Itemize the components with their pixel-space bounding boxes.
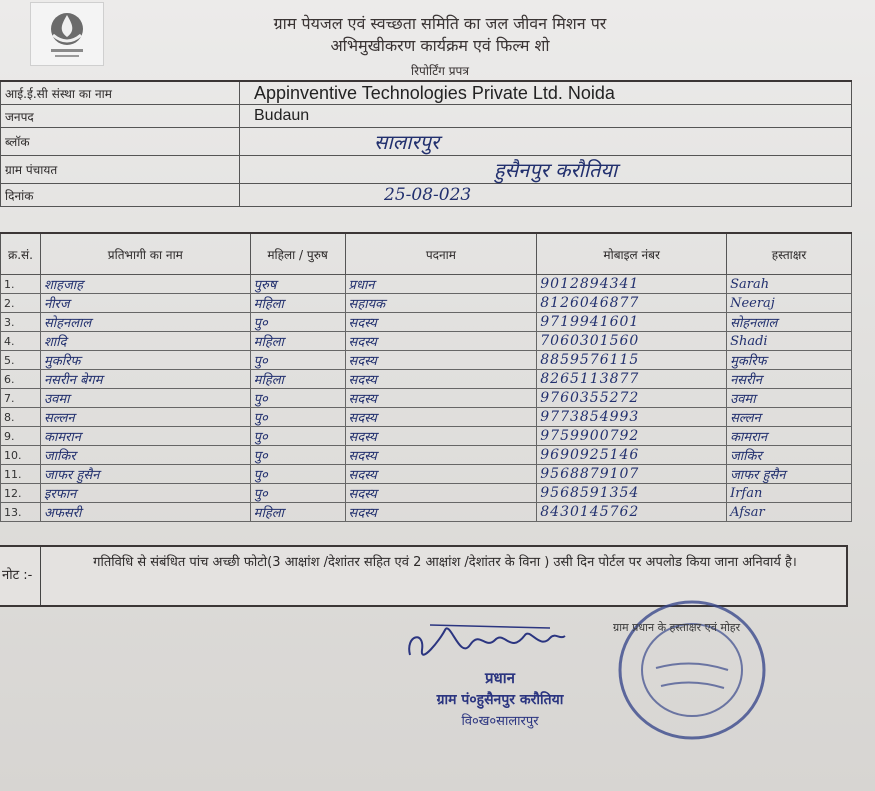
post-cell: सदस्य: [345, 446, 537, 465]
name-cell: नसरीन बेगम: [40, 370, 250, 389]
name-cell: उवमा: [40, 389, 250, 408]
name-cell: जाफर हुसैन: [40, 465, 250, 484]
col-header-signature: हस्ताक्षर: [727, 233, 852, 275]
district-value: Budaun: [240, 105, 852, 128]
table-row: [1, 389, 852, 408]
serial-cell: 4.: [1, 332, 41, 351]
gender-cell: महिला: [250, 332, 345, 351]
signature-panchayat: ग्राम पं०हुसैनपुर करौतिया: [436, 692, 564, 708]
name-cell: कामरान: [40, 427, 250, 446]
serial-cell: 12.: [1, 484, 41, 503]
col-header-post: पदनाम: [345, 233, 537, 275]
post-cell: सदस्य: [345, 408, 537, 427]
mobile-cell: 9012894341: [537, 275, 727, 294]
table-row: [1, 484, 852, 503]
table-row: [1, 408, 852, 427]
name-cell: शादि: [40, 332, 250, 351]
info-label: जनपद: [1, 105, 240, 128]
gender-cell: पु०: [250, 465, 345, 484]
gender-cell: पु०: [250, 351, 345, 370]
signature-cell: Irfan: [727, 484, 852, 503]
name-cell: इरफान: [40, 484, 250, 503]
panchayat-cell: [240, 156, 852, 184]
note-text: गतिविधि से संबंधित पांच अच्छी फोटो(3 आक्षांश /देशांतर सहित एवं 2 आक्षांश /देशांतर के विना ) उसी दिन पोर्टल पर अपलोड किया जाना अनिवार्य है।: [93, 555, 797, 570]
post-cell: सदस्य: [345, 503, 537, 522]
mobile-cell: 9773854993: [537, 408, 727, 427]
signature-cell: जाफर हुसैन: [727, 465, 852, 484]
col-header-gender: महिला / पुरुष: [250, 233, 345, 275]
table-row: [1, 275, 852, 294]
serial-cell: 6.: [1, 370, 41, 389]
mobile-cell: 9568879107: [537, 465, 727, 484]
gender-cell: पु०: [250, 427, 345, 446]
signature-cell: Neeraj: [727, 294, 852, 313]
participants-table: [0, 232, 852, 522]
col-header-mobile: मोबाइल नंबर: [537, 233, 727, 275]
mobile-cell: 7060301560: [537, 332, 727, 351]
mobile-cell: 8126046877: [537, 294, 727, 313]
mobile-cell: 8859576115: [537, 351, 727, 370]
name-cell: मुकरिफ: [40, 351, 250, 370]
gender-cell: पुरुष: [250, 275, 345, 294]
post-cell: सदस्य: [345, 389, 537, 408]
note-label: नोट :-: [2, 568, 33, 583]
mobile-cell: 9568591354: [537, 484, 727, 503]
form-subtitle: रिपोर्टिंग प्रपत्र: [411, 64, 469, 78]
post-cell: सदस्य: [345, 427, 537, 446]
signature-cell: मुकरिफ: [727, 351, 852, 370]
signature-cell: Afsar: [727, 503, 852, 522]
info-row-panchayat: [1, 156, 852, 184]
table-row: [1, 351, 852, 370]
signature-cell: उवमा: [727, 389, 852, 408]
mobile-cell: 9759900792: [537, 427, 727, 446]
table-row: [1, 446, 852, 465]
organisation-info-table: [0, 80, 852, 207]
signature-cell: सल्लन: [727, 408, 852, 427]
signature-cell: नसरीन: [727, 370, 852, 389]
gender-cell: महिला: [250, 503, 345, 522]
gender-cell: पु०: [250, 408, 345, 427]
post-cell: सदस्य: [345, 332, 537, 351]
post-cell: प्रधान: [345, 275, 537, 294]
serial-cell: 2.: [1, 294, 41, 313]
mobile-cell: 9690925146: [537, 446, 727, 465]
table-row: [1, 503, 852, 522]
name-cell: नीरज: [40, 294, 250, 313]
signature-cell: सोहनलाल: [727, 313, 852, 332]
serial-cell: 1.: [1, 275, 41, 294]
mobile-cell: 9760355272: [537, 389, 727, 408]
table-row: [1, 294, 852, 313]
signature-cell: Shadi: [727, 332, 852, 351]
jal-jeevan-mission-logo: [30, 2, 104, 66]
gender-cell: पु०: [250, 389, 345, 408]
signature-block-name: वि०ख०सालारपुर: [461, 714, 539, 729]
signature-cell: Sarah: [727, 275, 852, 294]
block-value: सालारपुर: [374, 130, 440, 154]
panchayat-value: हुसैनपुर करौतिया: [494, 158, 618, 182]
handwritten-signature: [400, 610, 570, 670]
gender-cell: पु०: [250, 313, 345, 332]
info-row-organisation: [1, 81, 852, 105]
signature-designation: प्रधान: [485, 669, 515, 687]
table-row: [1, 465, 852, 484]
form-title-line-2: अभिमुखीकरण कार्यक्रम एवं फिल्म शो: [330, 36, 550, 55]
note-divider: [40, 547, 41, 605]
name-cell: शाहजाह: [40, 275, 250, 294]
form-title-line-1: ग्राम पेयजल एवं स्वच्छता समिति का जल जीवन मिशन पर: [273, 14, 607, 33]
info-row-block: [1, 128, 852, 156]
post-cell: सदस्य: [345, 313, 537, 332]
col-header-name: प्रतिभागी का नाम: [40, 233, 250, 275]
post-cell: सदस्य: [345, 370, 537, 389]
serial-cell: 8.: [1, 408, 41, 427]
info-label: ग्राम पंचायत: [1, 156, 240, 184]
date-cell: [240, 184, 852, 207]
info-row-date: [1, 184, 852, 207]
table-row: [1, 313, 852, 332]
table-row: [1, 370, 852, 389]
post-cell: सदस्य: [345, 351, 537, 370]
mobile-cell: 9719941601: [537, 313, 727, 332]
post-cell: सहायक: [345, 294, 537, 313]
post-cell: सदस्य: [345, 484, 537, 503]
block-cell: [240, 128, 852, 156]
info-label: ब्लॉक: [1, 128, 240, 156]
name-cell: सल्लन: [40, 408, 250, 427]
col-header-serial: क्र.सं.: [1, 233, 41, 275]
gender-cell: पु०: [250, 446, 345, 465]
participants-header-row: [1, 233, 852, 275]
info-label: दिनांक: [1, 184, 240, 207]
serial-cell: 7.: [1, 389, 41, 408]
signature-cell: जाकिर: [727, 446, 852, 465]
info-label: आई.ई.सी संस्था का नाम: [1, 81, 240, 105]
post-cell: सदस्य: [345, 465, 537, 484]
name-cell: सोहनलाल: [40, 313, 250, 332]
gender-cell: महिला: [250, 370, 345, 389]
info-row-district: [1, 105, 852, 128]
serial-cell: 9.: [1, 427, 41, 446]
table-row: [1, 427, 852, 446]
mobile-cell: 8430145762: [537, 503, 727, 522]
name-cell: जाकिर: [40, 446, 250, 465]
signature-cell: कामरान: [727, 427, 852, 446]
serial-cell: 3.: [1, 313, 41, 332]
serial-cell: 11.: [1, 465, 41, 484]
organisation-name-value: Appinventive Technologies Private Ltd. Noida: [240, 81, 852, 105]
serial-cell: 13.: [1, 503, 41, 522]
stamp-label: ग्राम प्रधान के हस्ताक्षर एवं मोहर: [613, 621, 741, 634]
serial-cell: 10.: [1, 446, 41, 465]
name-cell: अफसरी: [40, 503, 250, 522]
pradhan-signature-block: [400, 610, 630, 740]
serial-cell: 5.: [1, 351, 41, 370]
gender-cell: पु०: [250, 484, 345, 503]
gender-cell: महिला: [250, 294, 345, 313]
mobile-cell: 8265113877: [537, 370, 727, 389]
table-row: [1, 332, 852, 351]
date-value: 25-08-023: [384, 185, 472, 205]
